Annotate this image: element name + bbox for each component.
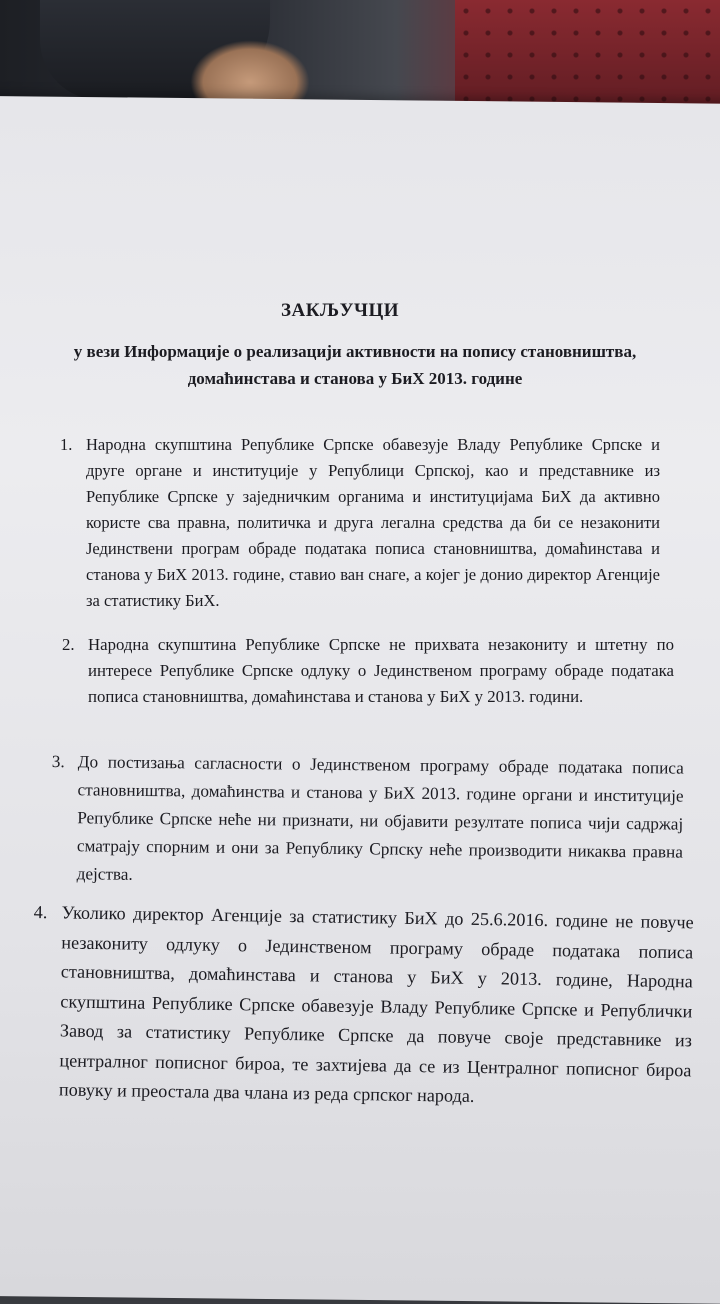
item-number: 2. <box>62 635 75 654</box>
item-number: 4. <box>33 901 48 923</box>
item-text: До постизања сагласности о Јединственом програму обраде података пописа становништва, домаћинства и станова у БиХ 2013. године органи и институције Републике Српске неће ни признати, ни објавити резултате пописа чији садржај сматрају спорним и они за Републику Српску неће производити никаква правна дејства. <box>76 752 684 884</box>
document-title: ЗАКЉУЧЦИ <box>280 300 400 321</box>
item-number: 1. <box>60 435 73 454</box>
conclusion-item <box>60 432 660 614</box>
item-text: Народна скупштина Републике Српске обавезује Владу Републике Српске и друге органе и институције у Републици Српској, као и представнике из Републике Српске у заједничким органима и институцијама БиХ да активно користе сва правна, политичка и друга легална средства да би се незаконити Јединствени програм обраде података пописа становништва, домаћинстава и станова у БиХ 2013. године, ставио ван снаге, а којег је донио директор Агенције за статистику БиХ. <box>86 435 660 610</box>
document-subtitle: у вези Информације о реализацији активности на попису становништва, домаћинстава и станова у БиХ 2013. године <box>73 342 637 388</box>
conclusion-item <box>31 898 694 1115</box>
conclusion-item <box>51 748 684 895</box>
item-text: Уколико директор Агенције за статистику БиХ до 25.6.2016. године не повуче незакониту одлуку о Јединственом програму обраде података пописа становништва, домаћинстава и станова у БиХ у 2013. године, Народна скупштина Републике Српске обавезује Владу Републике Српске и Републички Завод за статистику Републике Српске да повуче своје представнике из централног пописног бироа, те захтијева да се из Централног пописног бироа повуку и преостала два члана из реда српског народа. <box>58 902 694 1106</box>
item-text: Народна скупштина Републике Српске не прихвата незакониту и штетну по интересе Републике Српске одлуку о Јединственом програму обраде података пописа становништва, домаћинстава и станова у БиХ у 2013. години. <box>88 635 674 706</box>
conclusion-item <box>62 632 674 710</box>
item-number: 3. <box>51 751 65 772</box>
